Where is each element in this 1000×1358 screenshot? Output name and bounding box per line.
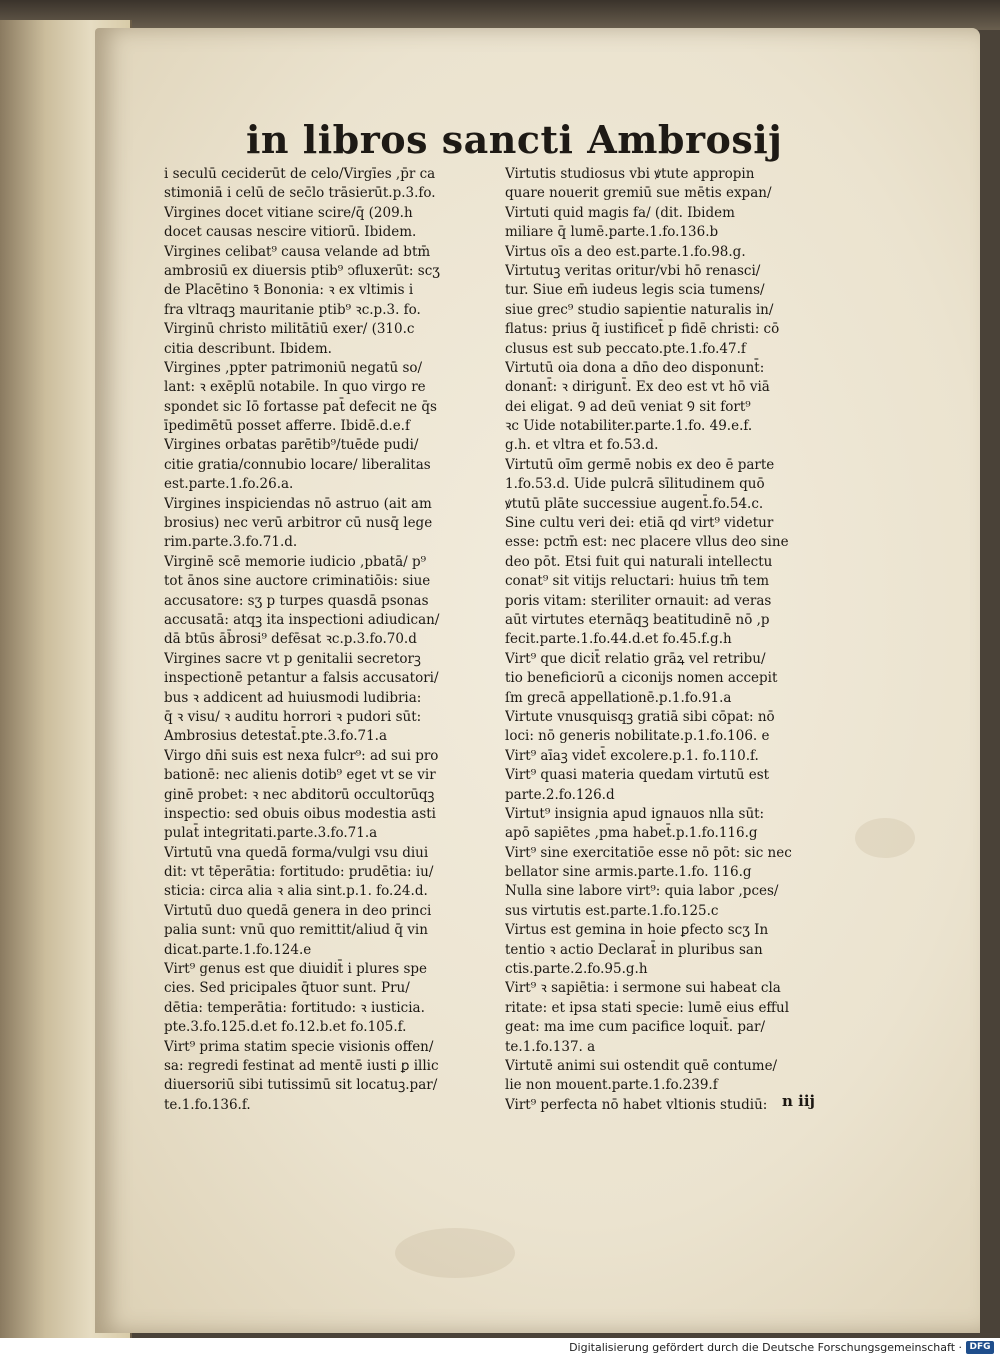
text-line: Virt⁹ genus est que diuidit̄ i plures spe bbox=[164, 961, 428, 978]
text-line: Virt⁹ aīaꝫ videt̄ excolere.p.1. fo.110.f. bbox=[505, 747, 759, 764]
text-line: deo pōt. Etsi fuit qui naturali intellectu bbox=[505, 553, 773, 570]
text-line: dētia: temperātia: fortitudo: ꝛ iusticia. bbox=[164, 999, 425, 1016]
text-line: geat: ma ime cum pacifice loquit̄. par/ bbox=[505, 1019, 766, 1036]
text-line: flatus: prius q̄ iustificet̄ p fidē christi: cō bbox=[505, 321, 780, 338]
text-line: lie non mouent.parte.1.fo.239.f bbox=[505, 1077, 718, 1094]
text-line: i seculū ceciderūt de celo/Virgīes ,p̄r ca bbox=[164, 166, 436, 182]
text-line: dit: vt tēperātia: fortitudo: prudētia: iu/ bbox=[164, 864, 434, 881]
text-line: parte.2.fo.126.d bbox=[505, 786, 615, 803]
text-line: Virtus oīs a deo est.parte.1.fo.98.g. bbox=[505, 243, 746, 260]
text-line: sticia: circa alia ꝛ alia sint.p.1. fo.24.d. bbox=[164, 883, 428, 900]
text-line: ambrosiū ex diuersis ptib⁹ ↄfluxerūt: scʒ bbox=[164, 262, 440, 279]
text-line: palia sunt: vnū quo remittit/aliud q̄ vin bbox=[164, 922, 428, 939]
text-line: esse: pctm̄ est: nec placere vllus deo sine bbox=[505, 534, 789, 551]
text-line: Virt⁹ prima statim specie visionis offen/ bbox=[164, 1038, 434, 1055]
text-line: de Placētino ꝛ̄ Bononia: ꝛ ex vltimis i bbox=[164, 282, 414, 299]
signature-mark: n iij bbox=[782, 1092, 815, 1110]
text-line: sa: regredi festinat ad mentē iusti ꝑ illic bbox=[164, 1057, 439, 1074]
text-line: ritate: et ipsa stati specie: lumē eius efful bbox=[505, 999, 790, 1016]
funding-credit: Digitalisierung gefördert durch die Deutsche Forschungsgemeinschaft · bbox=[569, 1341, 962, 1354]
text-line: accusatā: atqꝫ ita inspectioni adiudican/ bbox=[164, 611, 440, 628]
text-line: g.h. et vltra et fo.53.d. bbox=[505, 437, 659, 454]
page-stain bbox=[395, 1228, 515, 1278]
text-line: Virtutū oia dona a dn̄o deo disponunt̄: bbox=[505, 359, 765, 376]
text-line: clusus est sub peccato.pte.1.fo.47.f bbox=[505, 340, 746, 357]
text-line: Virgo dn̄i suis est nexa fulcr⁹: ad sui pro bbox=[164, 747, 439, 764]
text-line: bus ꝛ addicent ad huiusmodi ludibria: bbox=[164, 689, 422, 706]
text-line: tur. Siue em̄ iudeus legis scia tumens/ bbox=[505, 282, 765, 299]
text-line: Virtut⁹ insignia apud ignauos nlla sūt: bbox=[505, 805, 765, 822]
text-line: ꝛc Uide notabiliter.parte.1.fo. 49.e.f. bbox=[505, 418, 753, 435]
text-line: Virtutū vna quedā forma/vulgi vsu diui bbox=[164, 844, 429, 861]
text-line: Virt⁹ que dicit̄ relatio grāꝝ vel retribu/ bbox=[505, 650, 766, 667]
text-line: Virtutū oīm germē nobis ex deo ē parte bbox=[505, 456, 775, 473]
text-line: miliare q̄ lumē.parte.1.fo.136.b bbox=[505, 224, 719, 241]
text-line: pulat̄ integritati.parte.3.fo.71.a bbox=[164, 825, 378, 842]
text-line: dicat.parte.1.fo.124.e bbox=[164, 941, 312, 958]
text-line: siue grec⁹ studio sapientie naturalis in/ bbox=[505, 301, 774, 318]
text-line: sus virtutis est.parte.1.fo.125.c bbox=[505, 902, 719, 919]
text-line: cies. Sed pricipales q̄tuor sunt. Pru/ bbox=[164, 980, 410, 997]
text-line: īpedimētū posset afferre. Ibidē.d.e.f bbox=[164, 418, 410, 435]
text-line: inspectionē petantur a falsis accusatori/ bbox=[164, 670, 439, 687]
right-text-column bbox=[505, 165, 830, 1115]
text-line: bellator sine armis.parte.1.fo. 116.g bbox=[505, 864, 752, 881]
text-line: dā btūs āb̄rosi⁹ defēsat ꝛc.p.3.fo.70.d bbox=[164, 631, 417, 648]
text-line: Virgines docet vitiane scire/q̄ (209.h bbox=[164, 204, 413, 221]
text-line: aūt virtutes eternāqꝫ beatitudinē nō ,p bbox=[505, 611, 770, 628]
text-line: apō sapiētes ,pma habet̄.p.1.fo.116.g bbox=[505, 825, 758, 842]
text-line: donant̄: ꝛ dirigunt̄. Ex deo est vt hō viā bbox=[505, 379, 770, 396]
text-line: inspectio: sed obuis oibus modestia asti bbox=[164, 805, 436, 822]
text-line: Virtute vnusquisqꝫ gratiā sibi cōpat: nō bbox=[505, 708, 775, 725]
text-line: Virgines orbatas parētib⁹/tuēde pudi/ bbox=[164, 437, 419, 454]
text-line: Virtus est gemina in hoie ꝑfecto scʒ In bbox=[505, 922, 769, 939]
text-line: ꝟtutū plāte successiue augent̄.fo.54.c. bbox=[505, 495, 764, 512]
text-line: tio beneficiorū a ciconijs nomen accepit bbox=[505, 670, 778, 687]
text-line: Virtutis studiosus vbi ꝟtute appropin bbox=[505, 166, 755, 182]
left-text-column bbox=[164, 165, 494, 1115]
text-line: Virtutuꝫ veritas oritur/vbi hō renasci/ bbox=[505, 262, 761, 279]
text-line: fecit.parte.1.fo.44.d.et fo.45.f.g.h bbox=[505, 631, 732, 648]
text-line: Virginū christo militātiū exer/ (310.c bbox=[164, 321, 415, 338]
text-line: rim.parte.3.fo.71.d. bbox=[164, 534, 298, 551]
text-line: te.1.fo.137. a bbox=[505, 1038, 596, 1055]
text-line: 1.fo.53.d. Uide pulcrā sīlitudinem quō bbox=[505, 476, 765, 493]
text-line: lant: ꝛ exēplū notabile. In quo virgo re bbox=[164, 379, 426, 396]
text-line: Nulla sine labore virt⁹: quia labor ,pces/ bbox=[505, 883, 779, 900]
text-line: accusatore: sʒ p turpes quasdā psonas bbox=[164, 592, 429, 609]
text-line: quare nouerit gremiū sue mētis expan/ bbox=[505, 185, 772, 202]
text-line: Virtutū duo quedā genera in deo princi bbox=[164, 902, 432, 919]
text-line: stimoniā i celū de sec̄lo trāsierūt.p.3.fo. bbox=[164, 185, 436, 202]
text-line: ctis.parte.2.fo.95.g.h bbox=[505, 961, 648, 978]
text-line: loci: nō generis nobilitate.p.1.fo.106. e bbox=[505, 728, 770, 745]
text-line: docet causas nescire vitiorū. Ibidem. bbox=[164, 224, 417, 241]
text-line: spondet sic Iō fortasse pat̄ defecit ne q̄s bbox=[164, 398, 437, 415]
text-line: conat⁹ sit vitijs reluctari: huius tm̄ tem bbox=[505, 573, 770, 590]
page-stain bbox=[855, 818, 915, 858]
page-heading: in libros sancti Ambrosij bbox=[246, 117, 783, 162]
text-line: ſm grecā appellationē.p.1.fo.91.a bbox=[505, 689, 732, 706]
text-line: Virgines celibat⁹ causa velande ad btm̄ bbox=[164, 243, 431, 260]
text-line: tentio ꝛ actio Declarat̄ in pluribus san bbox=[505, 941, 763, 958]
text-line: Virt⁹ quasi materia quedam virtutū est bbox=[505, 767, 770, 784]
text-line: Virt⁹ ꝛ sapiētia: i sermone sui habeat cla bbox=[505, 980, 781, 997]
text-line: ginē probet: ꝛ nec abditorū occultorūqꝫ bbox=[164, 786, 435, 803]
text-line: Virgines inspiciendas nō astruo (ait am bbox=[164, 495, 432, 512]
footer-bar bbox=[0, 1338, 1000, 1358]
text-line: q̄ ꝛ visu/ ꝛ auditu horrori ꝛ pudori sūt: bbox=[164, 708, 422, 725]
text-line: Virgines ,ppter patrimoniū negatū so/ bbox=[164, 359, 423, 376]
text-line: Virginē scē memorie iudicio ,pbatā/ p⁹ bbox=[164, 553, 427, 570]
text-line: citie gratia/connubio locare/ liberalitas bbox=[164, 456, 431, 473]
text-line: Virtutē animi sui ostendit quē contume/ bbox=[505, 1057, 778, 1074]
book-top-edge bbox=[0, 0, 1000, 30]
text-line: citia describunt. Ibidem. bbox=[164, 340, 332, 357]
text-line: fra vltraqꝫ mauritanie ptib⁹ ꝛc.p.3. fo. bbox=[164, 301, 421, 318]
text-line: Sine cultu veri dei: etiā qd virt⁹ videtur bbox=[505, 515, 774, 532]
text-line: est.parte.1.fo.26.a. bbox=[164, 476, 294, 493]
text-line: poris vitam: steriliter ornauit: ad veras bbox=[505, 592, 772, 609]
text-line: brosius) nec verū arbitror cū nusq̄ lege bbox=[164, 515, 433, 532]
text-line: diuersoriū sibi tutissimū sit locatuꝫ.par/ bbox=[164, 1077, 438, 1094]
text-line: bationē: nec alienis dotib⁹ eget vt se vir bbox=[164, 767, 436, 784]
text-line: pte.3.fo.125.d.et fo.12.b.et fo.105.f. bbox=[164, 1019, 407, 1036]
text-line: Ambrosius detestat̄.pte.3.fo.71.a bbox=[164, 728, 388, 745]
dfg-logo[interactable]: DFG bbox=[966, 1341, 994, 1354]
text-line: dei eligat. Ꝯ ad deū veniat Ꝯ sit fort⁹ bbox=[505, 398, 751, 415]
text-line: Virtuti quid magis fa/ (dit. Ibidem bbox=[505, 204, 735, 221]
text-line: Virgines sacre vt p genitalii secretorꝫ bbox=[164, 650, 421, 667]
text-line: Virt⁹ sine exercitatiōe esse nō pōt: sic nec bbox=[505, 844, 792, 861]
text-line: te.1.fo.136.f. bbox=[164, 1096, 251, 1113]
text-line: tot ānos sine auctore criminatiōis: siue bbox=[164, 573, 431, 590]
text-line: Virt⁹ perfecta nō habet vltionis studiū: bbox=[505, 1096, 768, 1113]
